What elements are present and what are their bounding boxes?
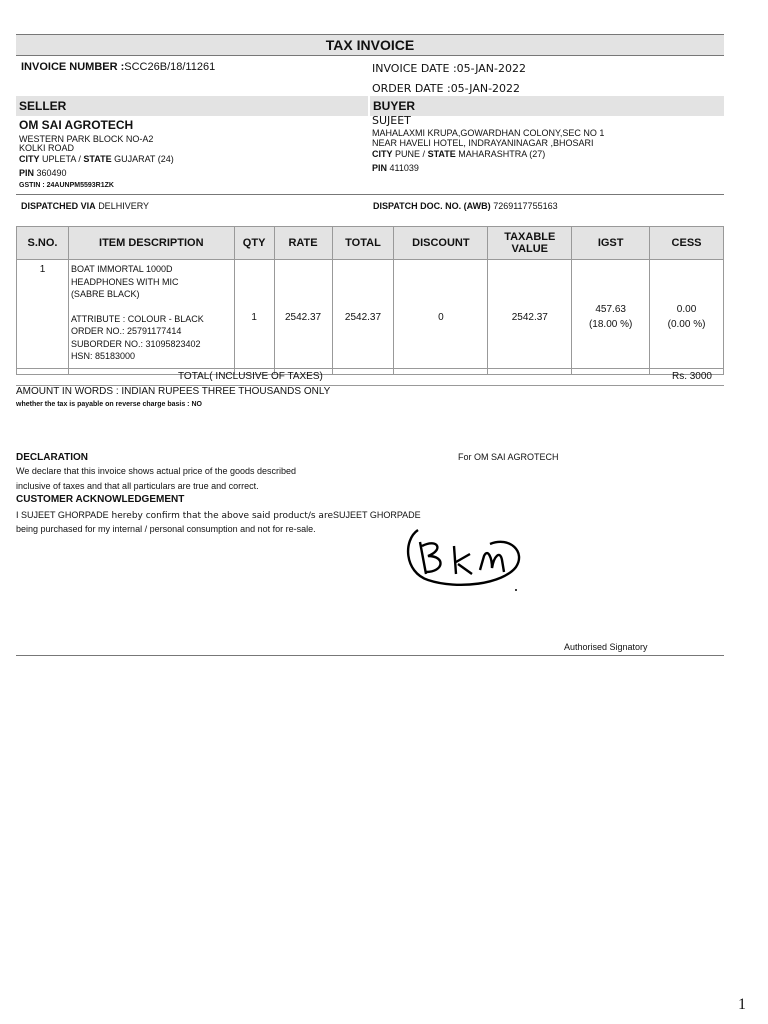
items-table	[16, 226, 724, 375]
invoice-title: TAX INVOICE	[16, 34, 724, 56]
cell-description	[68, 260, 234, 375]
seller-city: UPLETA	[42, 154, 76, 164]
order-date-label: ORDER DATE :	[372, 82, 451, 95]
total-label: TOTAL( INCLUSIVE OF TAXES)	[178, 371, 323, 382]
header-qty: QTY	[234, 227, 274, 260]
seller-gstin-row	[19, 182, 114, 189]
igst-amount: 457.63	[595, 304, 626, 315]
cell-sno: 1	[17, 260, 69, 375]
declaration-line-2: inclusive of taxes and that all particulars are true and correct.	[16, 481, 259, 491]
cell-discount: 0	[394, 260, 488, 375]
ack-name-1: I SUJEET GHORPADE	[16, 510, 109, 520]
seller-name: OM SAI AGROTECH	[19, 118, 134, 132]
invoice-date-label: INVOICE DATE :	[372, 62, 457, 75]
total-row	[16, 368, 724, 386]
desc-line-3: (SABRE BLACK)	[70, 289, 140, 299]
desc-line-1: BOAT IMMORTAL 1000D	[70, 264, 173, 274]
dispatch-via: DELHIVERY	[98, 201, 150, 211]
reverse-charge-note: whether the tax is payable on reverse charge basis : NO	[16, 401, 202, 408]
declaration-line-1: We declare that this invoice shows actual price of the goods described	[16, 466, 296, 476]
header-cess: CESS	[650, 227, 724, 260]
divider-line	[16, 194, 724, 195]
ack-name-2: SUJEET GHORPADE	[332, 510, 421, 520]
cell-cess	[650, 260, 724, 375]
acknowledgement-line-2: being purchased for my internal / personal consumption and not for re-sale.	[16, 524, 316, 534]
seller-address-1: WESTERN PARK BLOCK NO-A2	[19, 134, 154, 144]
buyer-state-label: STATE	[427, 149, 456, 159]
header-sno: S.NO.	[17, 227, 69, 260]
header-taxable-value: TAXABLE VALUE	[488, 227, 572, 260]
desc-suborder-no: SUBORDER NO.: 31095823402	[70, 338, 201, 349]
acknowledgement-line-1	[16, 509, 421, 522]
order-date-row	[372, 82, 520, 95]
invoice-date-row	[372, 62, 526, 75]
buyer-city: PUNE	[395, 149, 421, 159]
seller-pin: 360490	[36, 168, 67, 178]
header-discount: DISCOUNT	[394, 227, 488, 260]
buyer-name: SUJEET	[372, 114, 411, 127]
dispatch-doc: 7269117755163	[493, 201, 558, 211]
invoice-date: 05-JAN-2022	[456, 62, 527, 75]
desc-order-no: ORDER NO.: 25791177414	[70, 326, 182, 336]
dispatch-doc-row	[373, 201, 558, 211]
cess-rate: (0.00 %)	[667, 319, 706, 330]
invoice-number: SCC26B/18/11261	[124, 61, 216, 73]
seller-address-2: KOLKI ROAD	[19, 143, 75, 153]
buyer-address-1: MAHALAXMI KRUPA,GOWARDHAN COLONY,SEC NO 1	[372, 128, 605, 138]
cell-taxable-value: 2542.37	[488, 260, 572, 375]
bottom-divider	[16, 655, 724, 656]
seller-pin-label: PIN	[19, 168, 35, 178]
buyer-heading: BUYER	[370, 96, 724, 116]
cell-rate: 2542.37	[274, 260, 332, 375]
invoice-number-row	[21, 61, 215, 73]
buyer-city-state: CITY PUNE / STATE MAHARASHTRA (27)	[372, 149, 546, 159]
seller-pin-row	[19, 168, 67, 178]
igst-rate: (18.00 %)	[588, 319, 633, 330]
dispatch-via-row	[21, 201, 149, 211]
order-date: 05-JAN-2022	[450, 82, 521, 95]
header-igst: IGST	[572, 227, 650, 260]
cell-igst	[572, 260, 650, 375]
seller-state-label: STATE	[83, 154, 112, 164]
signature-image	[398, 512, 528, 592]
table-header-row	[17, 227, 724, 260]
page-number: 1	[738, 996, 746, 1013]
header-total: TOTAL	[332, 227, 394, 260]
seller-heading: SELLER	[16, 96, 368, 116]
desc-attribute: ATTRIBUTE : COLOUR - BLACK	[70, 313, 204, 324]
dispatch-doc-label: DISPATCH DOC. NO. (AWB)	[373, 201, 491, 211]
header-rate: RATE	[274, 227, 332, 260]
invoice-number-label: INVOICE NUMBER :	[21, 61, 125, 73]
desc-hsn: HSN: 85183000	[70, 351, 135, 361]
seller-gstin-label: GSTIN :	[19, 182, 45, 189]
seller-city-label: CITY	[19, 154, 40, 164]
buyer-pin-row	[372, 163, 419, 173]
table-row	[17, 260, 724, 375]
buyer-pin-label: PIN	[372, 163, 388, 173]
acknowledgement-heading: CUSTOMER ACKNOWLEDGEMENT	[16, 494, 185, 505]
seller-gstin: 24AUNPM5593R1ZK	[46, 182, 114, 189]
for-company: For OM SAI AGROTECH	[458, 452, 559, 462]
authorised-signatory: Authorised Signatory	[564, 642, 648, 652]
header-description: ITEM DESCRIPTION	[68, 227, 234, 260]
declaration-heading: DECLARATION	[16, 452, 89, 463]
buyer-state: MAHARASHTRA (27)	[458, 149, 546, 159]
amount-in-words: AMOUNT IN WORDS : INDIAN RUPEES THREE THOUSANDS ONLY	[16, 386, 331, 397]
cess-amount: 0.00	[676, 304, 697, 315]
cell-total: 2542.37	[332, 260, 394, 375]
buyer-pin: 411039	[389, 163, 419, 173]
cell-qty: 1	[234, 260, 274, 375]
buyer-address-2: NEAR HAVELI HOTEL, INDRAYANINAGAR ,BHOSARI	[372, 138, 594, 148]
seller-state: GUJARAT (24)	[114, 154, 174, 164]
total-value: Rs. 3000	[671, 371, 712, 382]
ack-text-1: hereby confirm that the above said product/s are	[108, 511, 333, 521]
desc-line-2: HEADPHONES WITH MIC	[70, 276, 179, 287]
buyer-city-label: CITY	[372, 149, 393, 159]
dispatch-via-label: DISPATCHED VIA	[21, 201, 96, 211]
seller-city-state: CITY UPLETA / STATE GUJARAT (24)	[19, 154, 174, 164]
